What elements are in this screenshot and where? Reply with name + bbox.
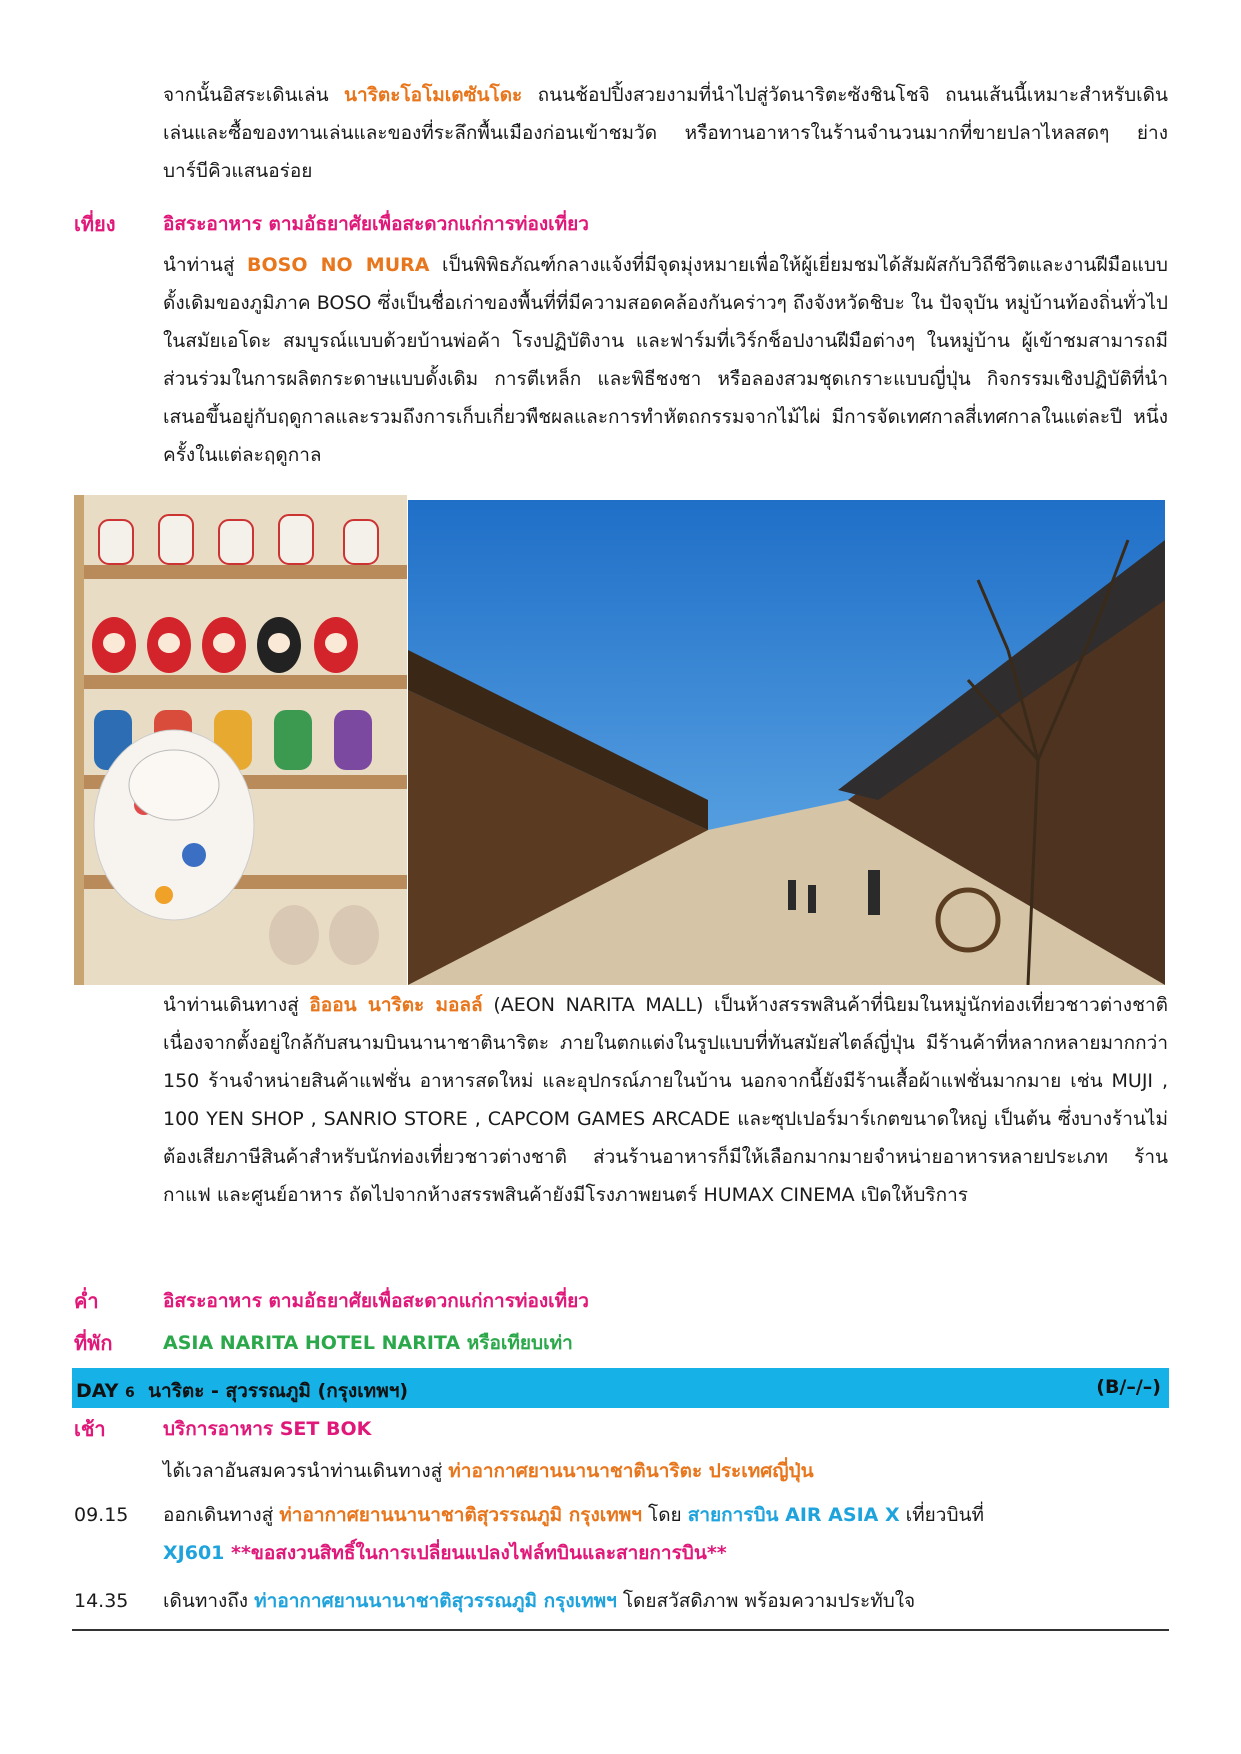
maneki-neko-shelf-photo: [74, 495, 407, 985]
breakfast-label: เช้า: [74, 1417, 106, 1441]
dinner-text: อิสระอาหาร ตามอัธยาศัยเพื่อสะดวกแก่การท่องเที่ยว: [163, 1290, 589, 1312]
breakfast-text: บริการอาหาร SET BOK: [163, 1418, 372, 1440]
boso-text-2: เป็นพิพิธภัณฑ์กลางแจ้งที่มีจุดมุ่งหมายเพื่อให้ผู้เยี่ยมชมได้สัมผัสกับวิถีชีวิตและงานฝีมือแบบดั้งเดิมของภูมิภาค BOSO ซึ่งเป็นชื่อเก่าของพื้นที่ที่มีความสอดคล้องกันคร่าวๆ ถึงจังหวัดชิบะ ใน ปัจจุบัน หมู่บ้านท้องถิ่นทั่วไปในสมัยเอโดะ สมบูรณ์แบบด้วยบ้านพ่อค้า โรงปฏิบัติงาน และฟาร์มที่เวิร์กช็อปงานฝีมือต่างๆ ในหมู่บ้าน ผู้เข้าชมสามารถมีส่วนร่วมในการผลิตกระดาษแบบดั้งเดิม การตีเหล็ก และพิธีชงชา หรือลองสวมชุดเกราะแบบญี่ปุ่น กิจกรรมเชิงปฏิบัติที่นำเสนอขึ้นอยู่กับฤดูกาลและรวมถึงการเก็บเกี่ยวพืชผลและการทำหัตถกรรมจากไม้ไผ่ มีการจัดเทศกาลสี่เทศกาลในแต่ละปี หนึ่งครั้งในแต่ละฤดูกาล: [163, 254, 1168, 466]
aeon-text-1: นำท่านเดินทางสู่: [163, 994, 310, 1016]
arrive-paragraph: [163, 1582, 1168, 1620]
intro-text-1: จากนั้นอิสระเดินเล่น: [163, 84, 345, 106]
flight-text-3: เที่ยวบินที่: [899, 1504, 985, 1526]
narita-airport: ท่าอากาศยานนานาชาตินาริตะ ประเทศญี่ปุ่น: [448, 1460, 814, 1482]
hotel-label: ที่พัก: [74, 1331, 113, 1355]
intro-text-2: ถนนช้อปปิ้งสวยงามที่นำไปสู่วัดนาริตะซังชินโชจิ ถนนเส้นนี้เหมาะสำหรับเดินเล่นและซื้อของทานเล่นและของที่ระลึกพื้นเมืองก่อนเข้าชมวัด หรือทานอาหารในร้านจำนวนมากที่ขายปลาไหลสดๆ ย่างบาร์บีคิวแสนอร่อย: [163, 84, 1169, 182]
day-route: นาริตะ - สุวรรณภูมิ (กรุงเทพฯ): [148, 1380, 409, 1402]
shelf-illustration: [74, 495, 407, 985]
dinner-label: ค่ำ: [74, 1289, 99, 1313]
day-6-header: [72, 1368, 1169, 1408]
hotel-suffix: หรือเทียบเท่า: [460, 1332, 573, 1354]
lunch-label: เที่ยง: [74, 212, 116, 236]
edo-village-street-photo: [408, 500, 1165, 985]
airline-name: สายการบิน AIR ASIA X: [687, 1504, 900, 1526]
village-illustration: [408, 500, 1165, 985]
suvarnabhumi-airport: ท่าอากาศยานนานาชาติสุวรรณภูมิ กรุงเทพฯ: [279, 1504, 642, 1526]
day-label: DAY: [76, 1380, 119, 1402]
flight-text-1: ออกเดินทางสู่: [163, 1504, 280, 1526]
arrive-airport: ท่าอากาศยานนานาชาติสุวรรณภูมิ กรุงเทพฯ: [254, 1590, 617, 1612]
intro-paragraph: [163, 76, 1168, 190]
day-number: 6: [125, 1385, 135, 1401]
flight-text-2: โดย: [641, 1504, 688, 1526]
boso-text-1: นำท่านสู่: [163, 254, 247, 276]
boso-paragraph: [163, 246, 1168, 474]
aeon-text-2: (AEON NARITA MALL) เป็นห้างสรรพสินค้าที่นิยมในหมู่นักท่องเที่ยวชาวต่างชาติ เนื่องจากตั้งอยู่ใกล้กับสนามบินนานาชาตินาริตะ ภายในตกแต่งในรูปแบบที่ทันสมัยสไตล์ญี่ปุ่น มีร้านค้าที่หลากหลายมากกว่า 150 ร้านจำหน่ายสินค้าแฟชั่น อาหารสดใหม่ และอุปกรณ์ภายในบ้าน นอกจากนี้ยังมีร้านเสื้อผ้าแฟชั่นมากมาย เช่น MUJI , 100 YEN SHOP , SANRIO STORE , CAPCOM GAMES ARCADE และซุปเปอร์มาร์เกตขนาดใหญ่ เป็นต้น ซึ่งบางร้านไม่ต้องเสียภาษีสินค้าสำหรับนักท่องเที่ยวชาวต่างชาติ ส่วนร้านอาหารก็มีให้เลือกมากมายจำหน่ายอาหารหลายประเภท ร้านกาแฟ และศูนย์อาหาร ถัดไปจากห้างสรรพสินค้ายังมีโรงภาพยนตร์ HUMAX CINEMA เปิดให้บริการ: [163, 994, 1168, 1206]
arrive-text-1: เดินทางถึง: [163, 1590, 255, 1612]
lunch-text: อิสระอาหาร ตามอัธยาศัยเพื่อสะดวกแก่การท่องเที่ยว: [163, 213, 589, 235]
day-6-title-group: [76, 1376, 408, 1406]
flight-paragraph: [163, 1496, 1168, 1572]
flight-note: **ขอสงวนสิทธิ์ในการเปลี่ยนแปลงไฟล์ทบินและสายการบิน**: [224, 1542, 727, 1564]
depart-line: [163, 1452, 1168, 1490]
day-meals: (B/–/–): [1096, 1376, 1161, 1398]
bottom-divider: [72, 1629, 1169, 1631]
hotel-line: [163, 1324, 573, 1362]
aeon-highlight: อิออน นาริตะ มอลล์: [309, 994, 483, 1016]
arrive-text-2: โดยสวัสดิภาพ พร้อมความประทับใจ: [616, 1590, 916, 1612]
boso-highlight: BOSO NO MURA: [247, 254, 430, 276]
hotel-name: ASIA NARITA HOTEL NARITA: [163, 1332, 461, 1354]
flight-time: 09.15: [74, 1504, 129, 1526]
omotesando-link: นาริตะโอโมเตซันโดะ: [344, 84, 523, 106]
aeon-paragraph: [163, 986, 1168, 1214]
arrive-time: 14.35: [74, 1590, 129, 1612]
flight-number: XJ601: [163, 1542, 225, 1564]
depart-text: ได้เวลาอันสมควรนำท่านเดินทางสู่: [163, 1460, 449, 1482]
